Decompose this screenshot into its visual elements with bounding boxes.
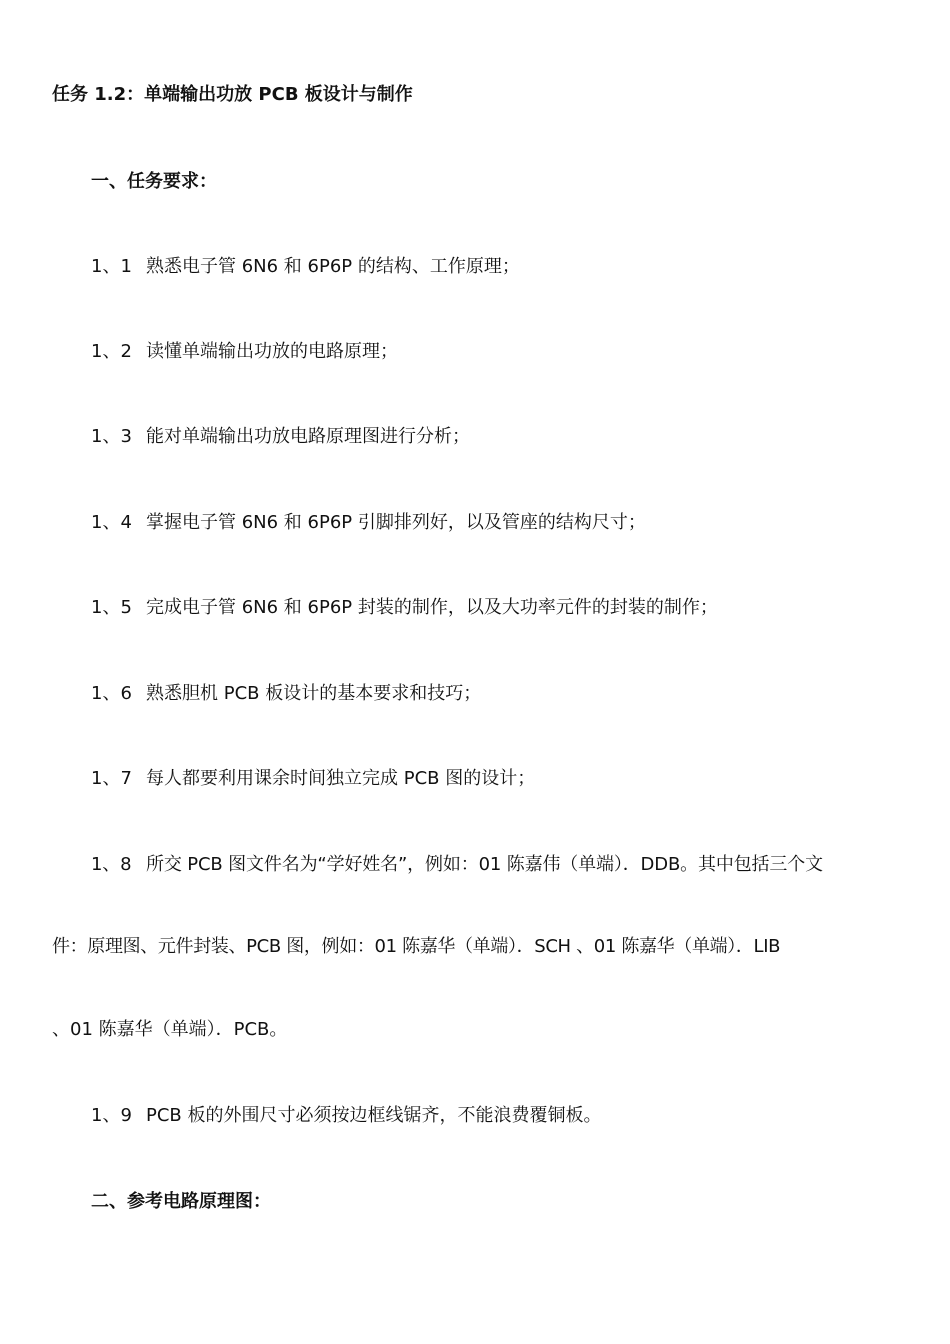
section-heading-requirements: 一、任务要求： bbox=[91, 171, 217, 192]
list-item-number: 1、2 bbox=[91, 341, 132, 362]
list-item-number: 1、5 bbox=[91, 597, 132, 618]
list-item bbox=[91, 511, 646, 535]
list-item-text: 每人都要利用课余时间独立完成 PCB 图的设计； bbox=[146, 768, 536, 789]
list-item-text: 所交 PCB 图文件名为“学好姓名”，例如：01 陈嘉伟（单端）．DDB。其中包括三个文 bbox=[146, 854, 823, 875]
list-item-continuation: 、01 陈嘉华（单端）．PCB。 bbox=[52, 1019, 288, 1040]
list-item-text: 掌握电子管 6N6 和 6P6P 引脚排列好，以及管座的结构尺寸； bbox=[146, 512, 646, 533]
list-item-number: 1、1 bbox=[91, 256, 132, 277]
document-title: 任务 1.2：单端输出功放 PCB 板设计与制作 bbox=[52, 84, 413, 105]
list-item-text: 熟悉胆机 PCB 板设计的基本要求和技巧； bbox=[146, 683, 482, 704]
list-item bbox=[91, 767, 535, 791]
list-item-number: 1、6 bbox=[91, 683, 132, 704]
list-item-number: 1、4 bbox=[91, 512, 132, 533]
list-item bbox=[91, 340, 398, 364]
list-item-text: 读懂单端输出功放的电路原理； bbox=[146, 341, 398, 362]
list-item bbox=[91, 255, 520, 279]
list-item bbox=[91, 682, 481, 706]
list-item bbox=[91, 596, 718, 620]
list-item bbox=[91, 425, 470, 449]
list-item bbox=[91, 853, 823, 877]
list-item-text: 完成电子管 6N6 和 6P6P 封装的制作，以及大功率元件的封装的制作； bbox=[146, 597, 718, 618]
section-heading-reference-circuit: 二、参考电路原理图： bbox=[91, 1191, 271, 1212]
list-item-text: PCB 板的外围尺寸必须按边框线锯齐，不能浪费覆铜板。 bbox=[146, 1105, 602, 1126]
list-item-text: 熟悉电子管 6N6 和 6P6P 的结构、工作原理； bbox=[146, 256, 520, 277]
list-item-continuation: 件：原理图、元件封装、PCB 图，例如：01 陈嘉华（单端）．SCH 、01 陈嘉华（单端）．LIB bbox=[52, 936, 781, 957]
list-item-number: 1、7 bbox=[91, 768, 132, 789]
list-item-number: 1、8 bbox=[91, 854, 132, 875]
list-item-number: 1、9 bbox=[91, 1105, 132, 1126]
list-item-number: 1、3 bbox=[91, 426, 132, 447]
list-item-text: 能对单端输出功放电路原理图进行分析； bbox=[146, 426, 470, 447]
list-item bbox=[91, 1104, 602, 1128]
